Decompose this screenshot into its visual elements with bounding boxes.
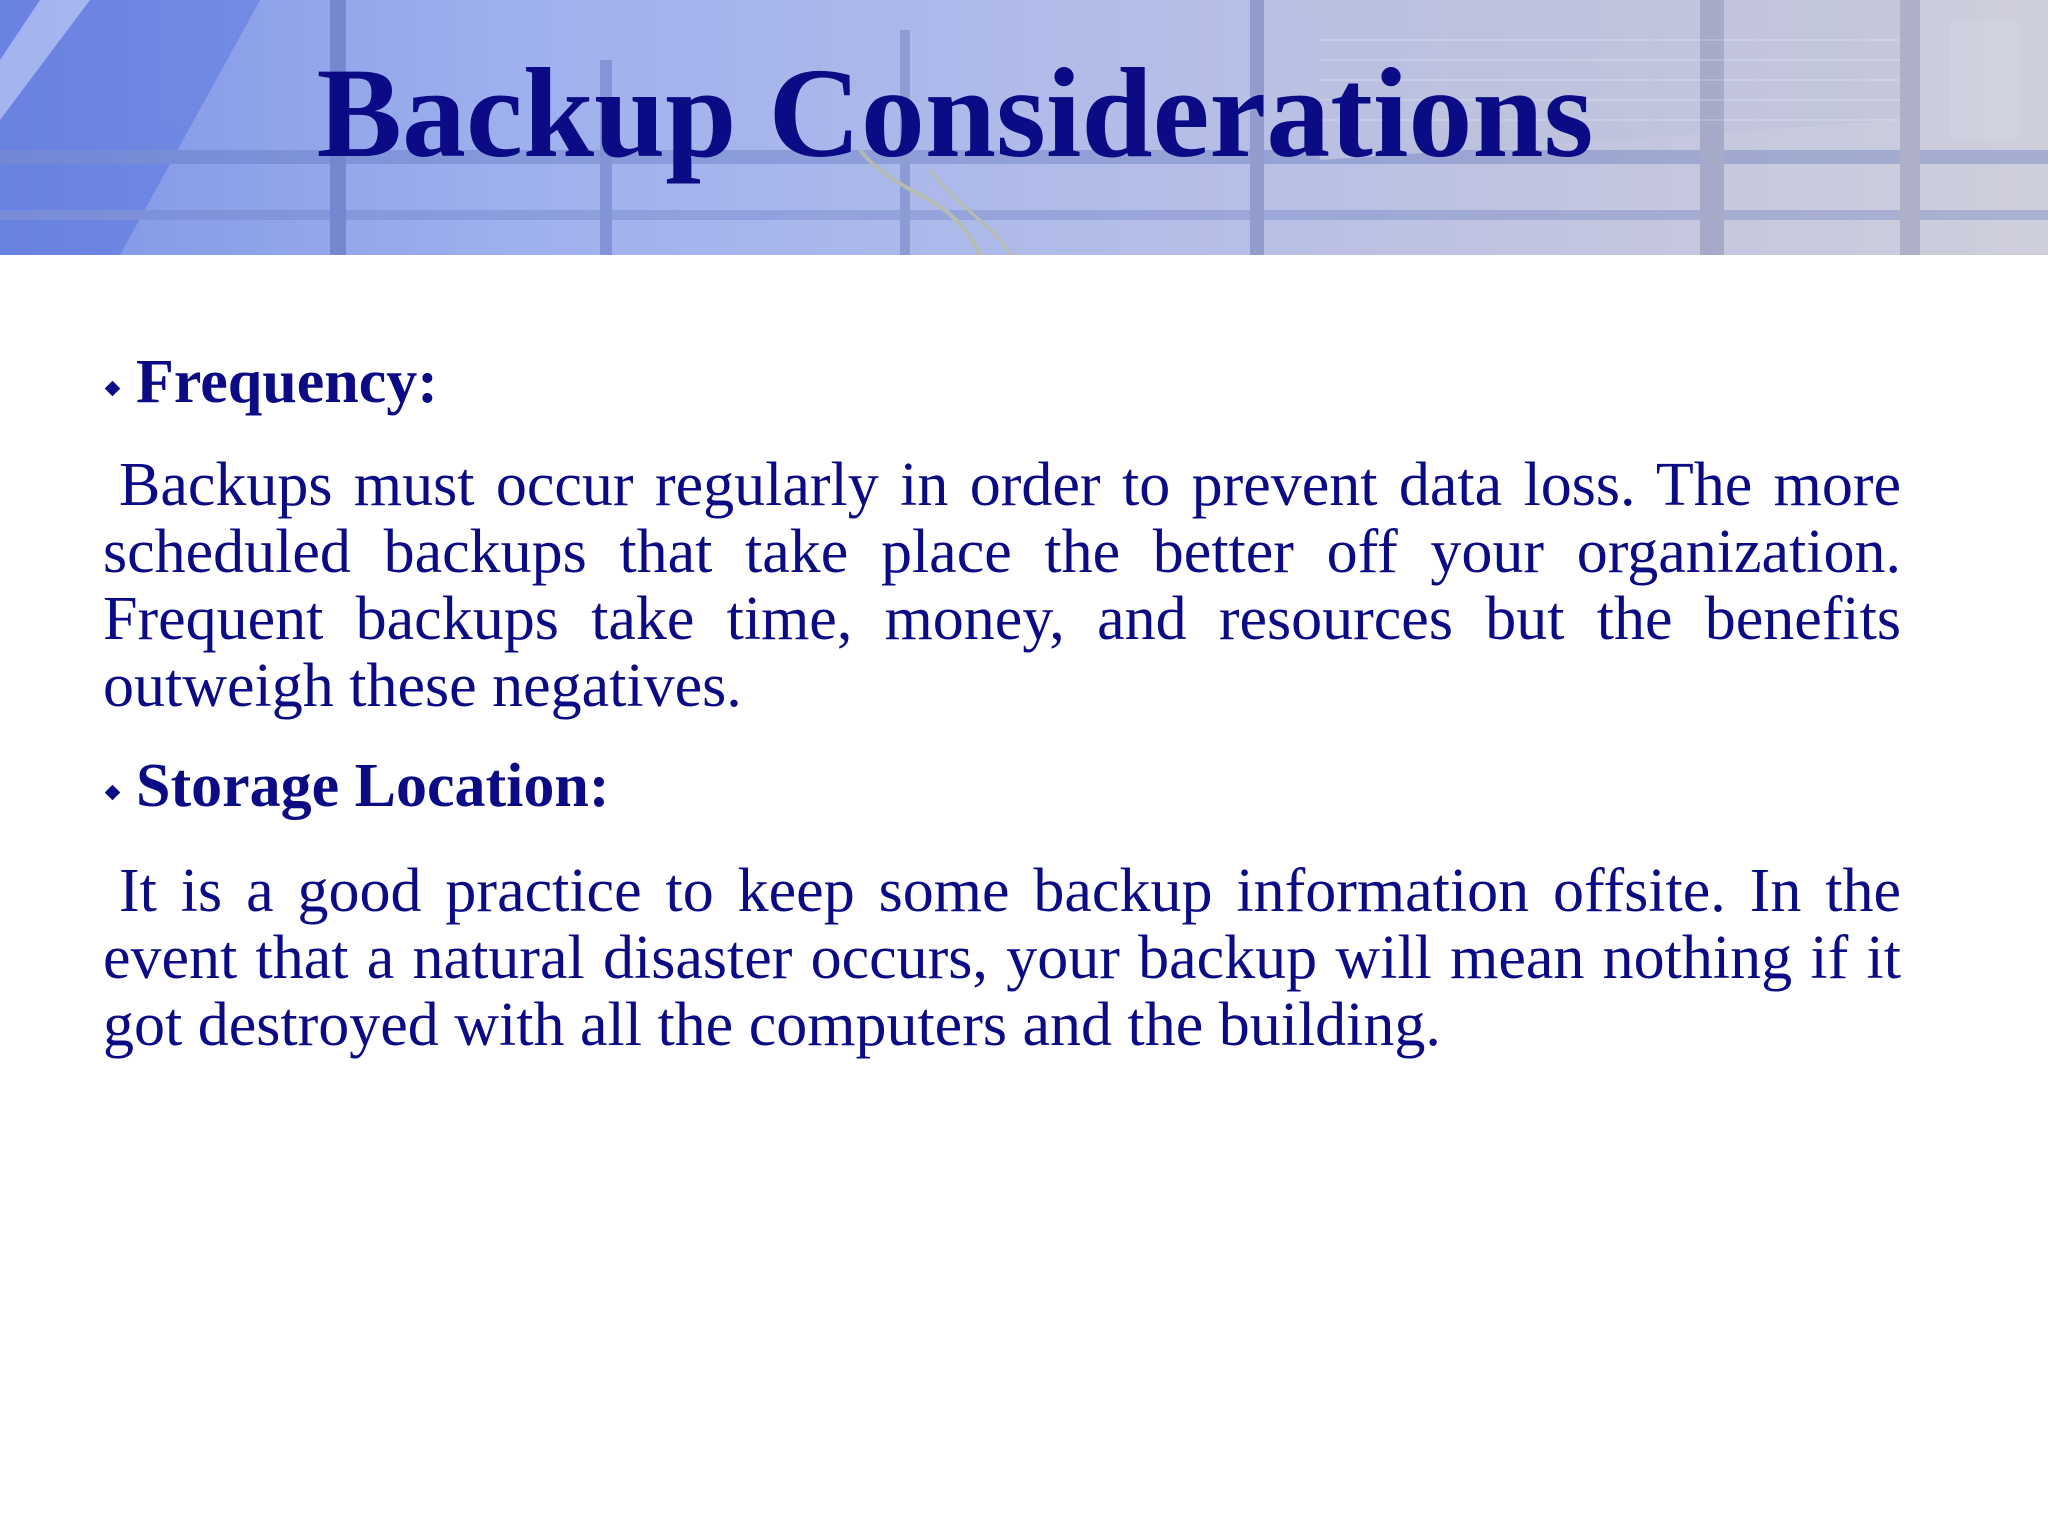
diamond-bullet-icon (105, 784, 121, 800)
slide-content (103, 340, 1901, 1083)
paragraph-storage-location: It is a good practice to keep some backup information offsite. In the event that a natural disaster occurs, your backup will mean nothing if it got destroyed with all the computers and the building. (103, 857, 1901, 1059)
heading-text: Frequency: (136, 348, 438, 416)
bullet-heading-frequency (103, 340, 1901, 424)
bullet-heading-storage-location (103, 744, 1901, 828)
paragraph-frequency: Backups must occur regularly in order to prevent data loss. The more scheduled backups that take place the better off your organization. Frequent backups take time, money, and resources but the benefits outweigh these negatives. (103, 451, 1901, 720)
diamond-bullet-icon (105, 380, 121, 396)
heading-text: Storage Location: (136, 752, 610, 820)
slide-title: Backup Considerations (316, 42, 1594, 184)
